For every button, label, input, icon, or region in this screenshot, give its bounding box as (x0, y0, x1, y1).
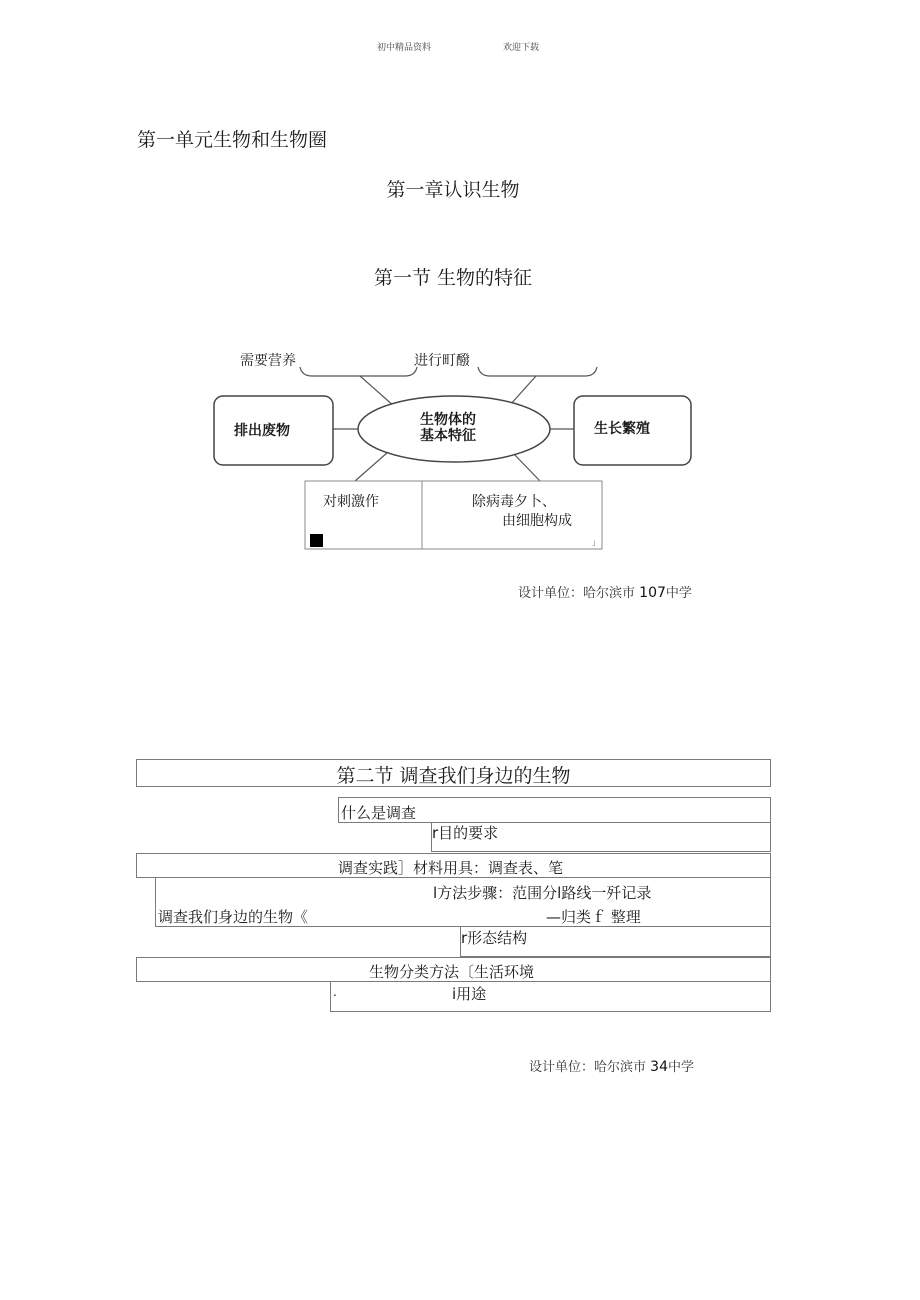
credit1-suffix: 中学 (665, 586, 692, 601)
black-square-mark (310, 534, 323, 547)
corner-mark: 」 (592, 538, 600, 547)
credit2-suffix: 中学 (667, 1060, 694, 1075)
left-box-label: 排出废物 (234, 423, 290, 439)
label-bottom-left: 对刺激作 (323, 494, 379, 510)
row-practice-text: 调查实践］材料用具：调查表、笔 (338, 859, 564, 877)
label-top-left: 需要营养 (240, 353, 296, 369)
spoke-top-right (510, 376, 536, 405)
credit2-prefix: 设计单位：哈尔滨市 (529, 1060, 647, 1075)
center-label-line1: 生物体的 (420, 412, 476, 428)
label-bottom-right-1: 除病毒夕卜、 (472, 494, 556, 510)
row-main-topic: 调查我们身边的生物《 (158, 908, 309, 926)
chapter-title: 第一章认识生物 (386, 179, 520, 201)
unit-title: 第一单元生物和生物圈 (137, 129, 328, 151)
center-label-line2: 基本特征 (420, 428, 476, 444)
right-box-label: 生长繁殖 (594, 421, 650, 437)
credit2-number: 34 (650, 1059, 668, 1075)
section2-title: 第二节 调查我们身边的生物 (336, 765, 571, 787)
top-left-bracket (300, 367, 417, 376)
label-top-right: 进行町醱 (414, 353, 470, 369)
row-classify: —归类ｆ 整理 (546, 908, 641, 926)
row-steps-text: l方法步骤：范围分l路线一歼记录 (433, 884, 652, 902)
section1-title: 第一节 生物的特征 (373, 267, 533, 289)
header-right: 欢迎下载 (503, 43, 540, 53)
credit-section2 (529, 1056, 694, 1075)
row-classification-text: 生物分类方法〔生活环境 (369, 963, 535, 981)
row-use-text: i用途 (452, 985, 487, 1003)
label-bottom-right-2: 由细胞构成 (502, 513, 572, 529)
spoke-bottom-left (355, 452, 388, 481)
header-left: 初中精品资料 (377, 43, 432, 53)
row-structure-text: r形态结构 (461, 929, 528, 947)
credit1-prefix: 设计单位：哈尔滨市 (518, 586, 636, 601)
diagram-graphics (200, 340, 710, 560)
credit-section1 (518, 582, 692, 601)
characteristics-diagram (200, 340, 710, 560)
row-use-dot: . (333, 985, 337, 999)
credit1-number: 107 (639, 585, 666, 601)
spoke-bottom-right (512, 452, 540, 481)
spoke-top-left (360, 376, 395, 407)
top-right-bracket (478, 367, 597, 376)
row-purpose-text: r目的要求 (432, 824, 499, 842)
row-what-is-survey-text: 什么是调查 (341, 804, 417, 822)
row-use (330, 981, 771, 1012)
